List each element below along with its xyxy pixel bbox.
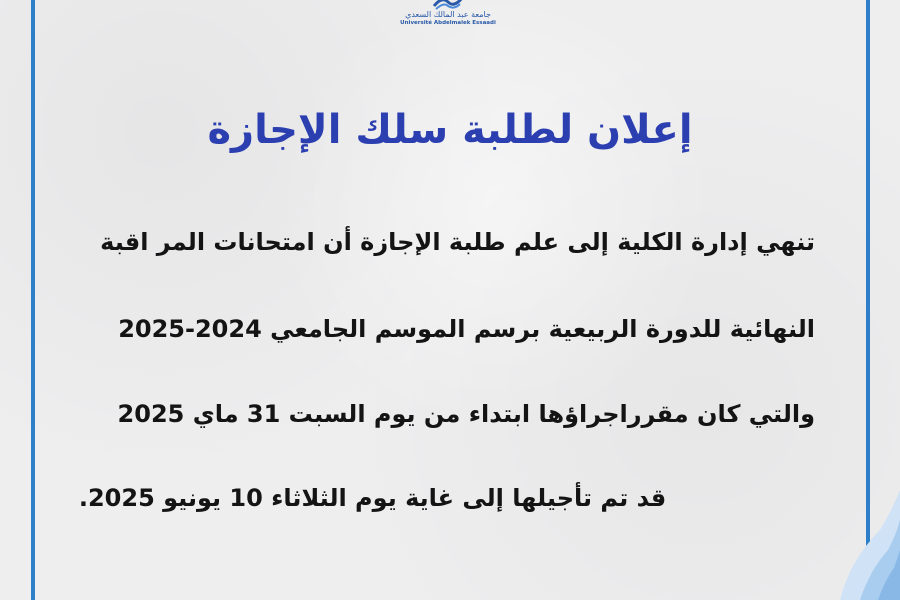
announcement-line-4: قد تم تأجيلها إلى غاية يوم الثلاثاء 10 يونيو 2025. xyxy=(78,484,667,512)
announcement-title: إعلان لطلبة سلك الإجازة xyxy=(207,107,693,153)
logo-emblem-icon xyxy=(432,0,464,10)
announcement-line-2: النهائية للدورة الربيعية برسم الموسم الجامعي 2024-2025 xyxy=(118,315,815,343)
corner-decoration xyxy=(840,490,900,600)
logo-arabic-name: جامعة عبد المالك السعدي xyxy=(405,10,491,19)
logo-french-name: Université Abdelmalek Essaadi xyxy=(400,20,496,26)
university-logo xyxy=(400,0,496,34)
announcement-line-1: تنهي إدارة الكلية إلى علم طلبة الإجازة أن امتحانات المر اقبة xyxy=(100,228,815,256)
announcement-line-3: والتي كان مقرراجراؤها ابتداء من يوم السبت 31 ماي 2025 xyxy=(117,400,815,428)
